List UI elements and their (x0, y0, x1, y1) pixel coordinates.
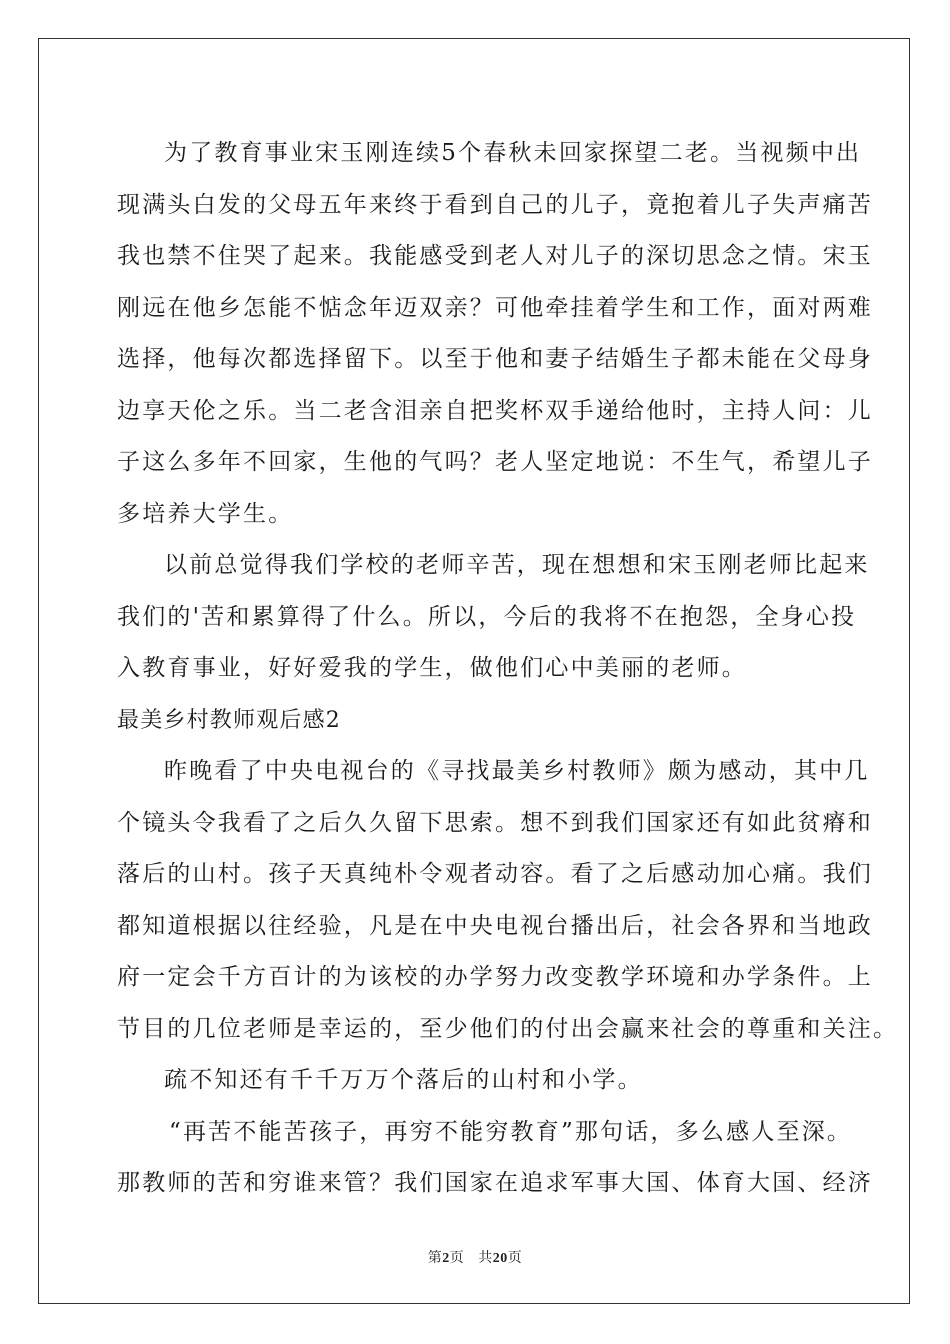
paragraph-line: “再苦不能苦孩子，再穷不能穷教育”那句话，多么感人至深。 (169, 1118, 853, 1145)
paragraph-line: 入教育事业，好好爱我的学生，做他们心中美丽的老师。 (117, 655, 747, 681)
section-heading: 最美乡村教师观后感2 (117, 707, 341, 733)
document-body (117, 128, 899, 1210)
paragraph-line: 都知道根据以往经验，凡是在中央电视台播出后，社会各界和当地政 (117, 912, 873, 939)
paragraph-line: 子这么多年不回家，生他的气吗？老人坚定地说：不生气，希望儿子 (117, 449, 873, 475)
total-suffix: 页 (507, 1250, 523, 1266)
paragraph-line: 为了教育事业宋玉刚连续5个春秋未回家探望二老。当视频中出 (164, 140, 862, 166)
paragraph-line: 昨晚看了中央电视台的《寻找最美乡村教师》颇为感动，其中几 (164, 758, 870, 784)
page-footer (0, 1247, 950, 1267)
paragraph-line: 个镜头令我看了之后久久留下思索。想不到我们国家还有如此贫瘠和 (117, 809, 873, 836)
page-number: 2 (442, 1251, 450, 1266)
paragraph-line: 我也禁不住哭了起来。我能感受到老人对儿子的深切思念之情。宋玉 (117, 243, 873, 269)
paragraph-line: 府一定会千方百计的为该校的办学努力改变教学环境和办学条件。上 (117, 964, 873, 990)
paragraph-line: 边享天伦之乐。当二老含泪亲自把奖杯双手递给他时，主持人问：儿 (117, 397, 873, 424)
paragraph-line: 落后的山村。孩子天真纯朴令观者动容。看了之后感动加心痛。我们 (117, 861, 873, 887)
total-pages: 20 (492, 1251, 508, 1266)
paragraph-line: 以前总觉得我们学校的老师辛苦，现在想想和宋玉刚老师比起来 (164, 552, 870, 578)
paragraph-line: 我们的'苦和累算得了什么。所以，今后的我将不在抱怨，全身心投 (117, 603, 857, 630)
paragraph-line: 现满头白发的父母五年来终于看到自己的儿子，竟抱着儿子失声痛苦 (117, 191, 873, 218)
paragraph-line: 选择，他每次都选择留下。以至于他和妻子结婚生子都未能在父母身 (117, 346, 873, 372)
paragraph-line: 疏不知还有千千万万个落后的山村和小学。 (164, 1067, 643, 1093)
paragraph-line: 刚远在他乡怎能不惦念年迈双亲？可他牵挂着学生和工作，面对两难 (117, 294, 873, 321)
page-suffix: 页 (449, 1250, 465, 1266)
paragraph-line: 那教师的苦和穷谁来管？我们国家在追求军事大国、体育大国、经济 (117, 1170, 873, 1196)
paragraph-line: 节目的几位老师是幸运的，至少他们的付出会赢来社会的尊重和关注。 (117, 1015, 899, 1042)
paragraph-line: 多培养大学生。 (117, 500, 294, 527)
total-prefix: 共 (478, 1250, 493, 1266)
page-prefix: 第 (427, 1250, 443, 1266)
